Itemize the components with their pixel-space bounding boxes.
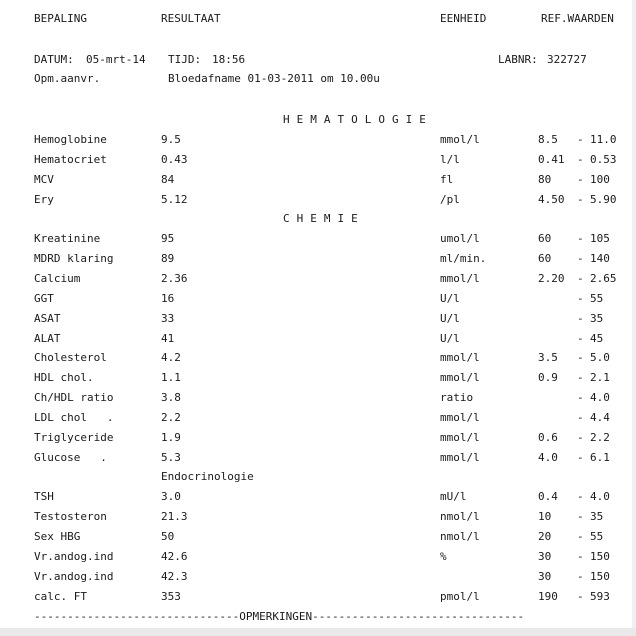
datum-value: 05-mrt-14 — [86, 53, 146, 66]
row-result: 84 — [161, 173, 175, 186]
row-unit: nmol/l — [440, 530, 480, 543]
row-ref-dash: - — [577, 411, 584, 424]
row-ref-dash: - — [577, 391, 584, 404]
row-ref-high: 593 — [590, 590, 610, 603]
row-ref-dash: - — [577, 173, 584, 186]
row-ref-dash: - — [577, 550, 584, 563]
row-unit: umol/l — [440, 232, 480, 245]
row-result: 1.9 — [161, 431, 181, 444]
row-result: 5.12 — [161, 193, 188, 206]
row-name: calc. FT — [34, 590, 87, 603]
row-result: 33 — [161, 312, 175, 325]
row-ref-high: 0.53 — [590, 153, 617, 166]
row-unit: mmol/l — [440, 133, 480, 146]
row-ref-high: 2.2 — [590, 431, 610, 444]
row-ref-low: 80 — [538, 173, 552, 186]
section-endocrinologie: Endocrinologie — [161, 470, 254, 483]
row-result: 41 — [161, 332, 175, 345]
row-ref-dash: - — [577, 133, 584, 146]
row-unit: U/l — [440, 312, 460, 325]
row-result: 3.8 — [161, 391, 181, 404]
header-eenheid: EENHEID — [440, 12, 487, 25]
row-result: 3.0 — [161, 490, 181, 503]
row-ref-dash: - — [577, 590, 584, 603]
row-result: 2.36 — [161, 272, 188, 285]
row-result: 4.2 — [161, 351, 181, 364]
row-ref-dash: - — [577, 371, 584, 384]
opm-value: Bloedafname 01-03-2011 om 10.00u — [168, 72, 380, 85]
row-ref-low: 20 — [538, 530, 552, 543]
row-ref-high: 100 — [590, 173, 610, 186]
row-name: Ch/HDL ratio — [34, 391, 114, 404]
row-ref-dash: - — [577, 272, 584, 285]
row-ref-dash: - — [577, 530, 584, 543]
row-name: Testosteron — [34, 510, 107, 523]
row-name: Vr.andog.ind — [34, 550, 114, 563]
row-ref-dash: - — [577, 312, 584, 325]
row-unit: pmol/l — [440, 590, 480, 603]
row-ref-dash: - — [577, 332, 584, 345]
row-unit: nmol/l — [440, 510, 480, 523]
scan-edge-right — [632, 0, 636, 636]
row-unit: mmol/l — [440, 272, 480, 285]
row-ref-low: 4.50 — [538, 193, 565, 206]
header-bepaling: BEPALING — [34, 12, 87, 25]
row-name: Glucose . — [34, 451, 107, 464]
row-ref-high: 35 — [590, 312, 604, 325]
row-ref-low: 4.0 — [538, 451, 558, 464]
row-result: 0.43 — [161, 153, 188, 166]
row-ref-high: 35 — [590, 510, 604, 523]
row-name: Ery — [34, 193, 54, 206]
row-ref-low: 190 — [538, 590, 558, 603]
row-unit: mmol/l — [440, 351, 480, 364]
row-ref-dash: - — [577, 451, 584, 464]
row-ref-low: 0.4 — [538, 490, 558, 503]
row-ref-dash: - — [577, 252, 584, 265]
row-result: 42.6 — [161, 550, 188, 563]
row-ref-high: 4.0 — [590, 490, 610, 503]
row-result: 353 — [161, 590, 181, 603]
row-ref-dash: - — [577, 490, 584, 503]
row-name: Hematocriet — [34, 153, 107, 166]
row-unit: fl — [440, 173, 454, 186]
row-ref-low: 60 — [538, 232, 552, 245]
row-result: 9.5 — [161, 133, 181, 146]
row-unit: /pl — [440, 193, 460, 206]
row-name: LDL chol . — [34, 411, 114, 424]
row-result: 5.3 — [161, 451, 181, 464]
row-ref-low: 2.20 — [538, 272, 565, 285]
row-name: Calcium — [34, 272, 81, 285]
row-ref-high: 140 — [590, 252, 610, 265]
row-name: Kreatinine — [34, 232, 101, 245]
row-unit: mmol/l — [440, 451, 480, 464]
row-ref-high: 2.1 — [590, 371, 610, 384]
row-name: MDRD klaring — [34, 252, 114, 265]
header-resultaat: RESULTAAT — [161, 12, 221, 25]
row-ref-low: 10 — [538, 510, 552, 523]
row-ref-low: 0.9 — [538, 371, 558, 384]
row-ref-dash: - — [577, 193, 584, 206]
row-unit: % — [440, 550, 447, 563]
row-result: 89 — [161, 252, 175, 265]
opmerkingen-divider: -------------------------------OPMERKINGEN-------------------------------- — [34, 610, 525, 623]
row-unit: U/l — [440, 292, 460, 305]
row-unit: ratio — [440, 391, 474, 404]
row-ref-high: 105 — [590, 232, 610, 245]
row-name: HDL chol. — [34, 371, 94, 384]
row-ref-high: 55 — [590, 530, 604, 543]
section-chemie: CHEMIE — [283, 212, 365, 225]
row-ref-dash: - — [577, 232, 584, 245]
opm-label: Opm.aanvr. — [34, 72, 101, 85]
tijd-label: TIJD: — [168, 53, 202, 66]
row-unit: U/l — [440, 332, 460, 345]
row-ref-high: 5.0 — [590, 351, 610, 364]
row-ref-dash: - — [577, 153, 584, 166]
row-ref-dash: - — [577, 351, 584, 364]
header-ref-waarden: REF.WAARDEN — [541, 12, 614, 25]
row-result: 95 — [161, 232, 175, 245]
row-unit: mU/l — [440, 490, 467, 503]
row-ref-high: 4.0 — [590, 391, 610, 404]
row-ref-high: 45 — [590, 332, 604, 345]
row-ref-high: 150 — [590, 550, 610, 563]
row-ref-low: 0.41 — [538, 153, 565, 166]
row-ref-low: 8.5 — [538, 133, 558, 146]
row-ref-high: 11.0 — [590, 133, 617, 146]
row-ref-low: 3.5 — [538, 351, 558, 364]
row-name: Vr.andog.ind — [34, 570, 114, 583]
row-ref-low: 0.6 — [538, 431, 558, 444]
scan-edge-bottom — [0, 628, 636, 636]
labnr-value: 322727 — [547, 53, 587, 66]
row-unit: ml/min. — [440, 252, 487, 265]
row-name: Triglyceride — [34, 431, 114, 444]
row-result: 50 — [161, 530, 175, 543]
row-ref-low: 30 — [538, 570, 552, 583]
row-ref-high: 55 — [590, 292, 604, 305]
row-unit: l/l — [440, 153, 460, 166]
row-unit: mmol/l — [440, 411, 480, 424]
row-ref-dash: - — [577, 510, 584, 523]
row-ref-low: 60 — [538, 252, 552, 265]
row-ref-dash: - — [577, 570, 584, 583]
row-name: Hemoglobine — [34, 133, 107, 146]
row-name: TSH — [34, 490, 54, 503]
row-unit: mmol/l — [440, 371, 480, 384]
row-result: 2.2 — [161, 411, 181, 424]
row-name: ASAT — [34, 312, 61, 325]
row-name: GGT — [34, 292, 54, 305]
row-ref-high: 5.90 — [590, 193, 617, 206]
row-result: 1.1 — [161, 371, 181, 384]
row-result: 42.3 — [161, 570, 188, 583]
row-unit: mmol/l — [440, 431, 480, 444]
row-ref-dash: - — [577, 431, 584, 444]
row-result: 16 — [161, 292, 175, 305]
row-name: Cholesterol — [34, 351, 107, 364]
row-ref-high: 6.1 — [590, 451, 610, 464]
row-ref-low: 30 — [538, 550, 552, 563]
datum-label: DATUM: — [34, 53, 74, 66]
row-ref-high: 150 — [590, 570, 610, 583]
labnr-label: LABNR: — [498, 53, 538, 66]
row-name: Sex HBG — [34, 530, 81, 543]
tijd-value: 18:56 — [212, 53, 246, 66]
section-hematologie: HEMATOLOGIE — [283, 113, 433, 126]
row-result: 21.3 — [161, 510, 188, 523]
row-ref-dash: - — [577, 292, 584, 305]
row-ref-high: 2.65 — [590, 272, 617, 285]
row-name: ALAT — [34, 332, 61, 345]
row-ref-high: 4.4 — [590, 411, 610, 424]
row-name: MCV — [34, 173, 54, 186]
